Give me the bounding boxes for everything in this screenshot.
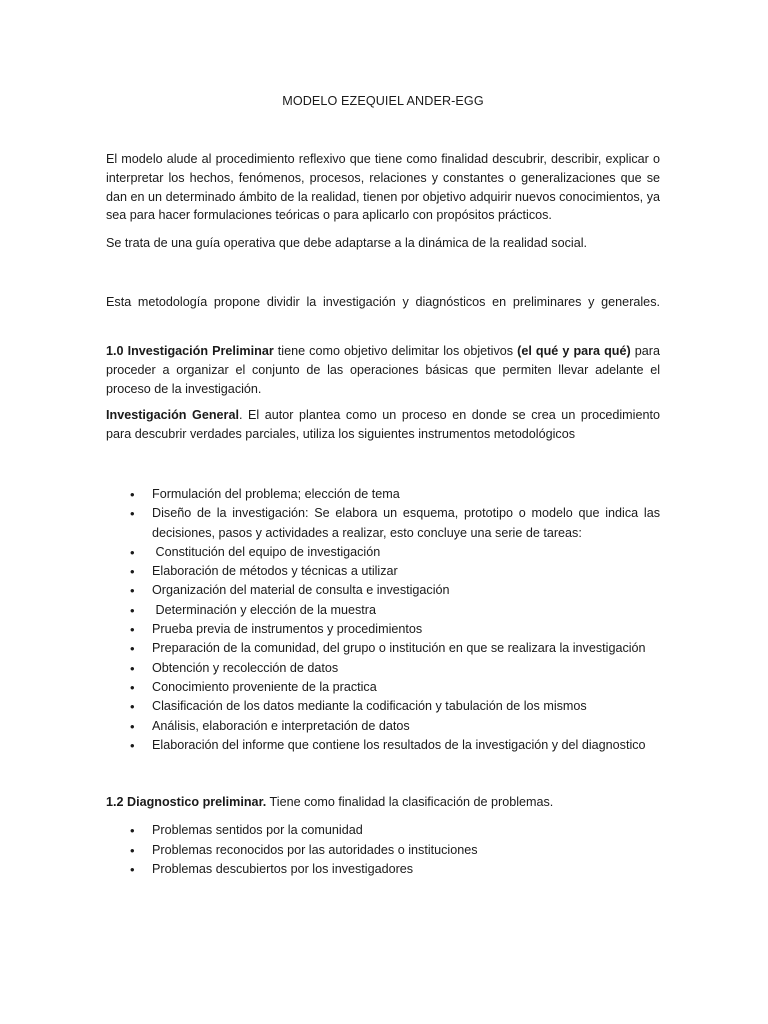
bullet-icon: • — [130, 660, 135, 676]
list-item-text: Obtención y recolección de datos — [152, 660, 339, 675]
list-item-text: Clasificación de los datos mediante la codificación y tabulación de los mismos — [152, 699, 587, 714]
list-item-text: Formulación del problema; elección de tema — [152, 487, 400, 501]
methodology-paragraph: Esta metodología propone dividir la investigación y diagnósticos en preliminares y generales. — [106, 295, 660, 309]
list-item — [106, 601, 660, 620]
instruments-list — [106, 485, 660, 755]
list-item-text: Análisis, elaboración e interpretación de datos — [152, 718, 410, 733]
bullet-icon: • — [130, 862, 135, 878]
list-item — [106, 543, 660, 562]
list-item — [106, 659, 660, 678]
bullet-icon: • — [130, 641, 135, 657]
list-item — [106, 697, 660, 716]
bullet-icon: • — [130, 842, 135, 858]
document-title: MODELO EZEQUIEL ANDER-EGG — [282, 94, 484, 108]
list-item — [106, 562, 660, 581]
list-item-text: Organización del material de consulta e investigación — [152, 583, 450, 598]
list-item — [106, 504, 660, 543]
bullet-icon: • — [130, 679, 135, 695]
preliminary-investigation-heading: 1.0 Investigación Preliminar — [106, 344, 274, 358]
general-investigation-paragraph — [106, 406, 660, 444]
list-item-text: Determinación y elección de la muestra — [152, 602, 376, 617]
list-item — [106, 841, 660, 861]
preliminary-highlight: (el qué y para qué) — [517, 344, 631, 358]
list-item — [106, 717, 660, 736]
list-item-text: Prueba previa de instrumentos y procedimientos — [152, 622, 423, 637]
diagnostic-heading: 1.2 Diagnostico preliminar. — [106, 795, 267, 809]
list-item-text: Conocimiento proveniente de la practica — [152, 679, 377, 694]
preliminary-text-b: para proceder a organizar el conjunto de las operaciones básicas que permiten llevar adelante el proceso de la investigación. — [106, 344, 660, 396]
bullet-icon: • — [130, 544, 135, 560]
bullet-icon: • — [130, 564, 135, 580]
bullet-icon: • — [130, 699, 135, 715]
general-investigation-heading: Investigación General — [106, 408, 239, 422]
bullet-icon: • — [130, 622, 135, 638]
bullet-icon: • — [130, 823, 135, 838]
intro-paragraph: El modelo alude al procedimiento reflexivo que tiene como finalidad descubrir, describir, explicar o interpretar los hechos, fenómenos, procesos, relaciones y constantes o generalizaciones que se dan en un determinado ámbito de la realidad, tienen por objetivo adquirir nuevos conocimientos, ya sea para hacer formulaciones teóricas o para aplicarlo con propósitos prácticos. — [106, 152, 660, 223]
diagnostic-paragraph — [106, 793, 660, 812]
bullet-icon: • — [130, 718, 135, 734]
list-item-text: Elaboración de métodos y técnicas a utilizar — [152, 564, 398, 579]
list-item — [106, 639, 660, 658]
list-item-text: Problemas sentidos por la comunidad — [152, 823, 363, 837]
diagnostic-text: Tiene como finalidad la clasificación de problemas. — [266, 795, 554, 809]
list-item — [106, 678, 660, 697]
list-item-text: Constitución del equipo de investigación — [152, 544, 381, 559]
bullet-icon: • — [130, 737, 135, 753]
list-item — [106, 736, 660, 755]
preliminary-text-a: tiene como objetivo delimitar los objetivos — [273, 344, 518, 358]
list-item — [106, 485, 660, 504]
list-item — [106, 581, 660, 600]
problems-list — [106, 821, 660, 880]
list-item — [106, 821, 660, 841]
list-item-text: Problemas reconocidos por las autoridades o instituciones — [152, 842, 478, 857]
preliminary-investigation-paragraph — [106, 342, 660, 398]
list-item — [106, 860, 660, 880]
bullet-icon: • — [130, 583, 135, 599]
guide-paragraph: Se trata de una guía operativa que debe adaptarse a la dinámica de la realidad social. — [106, 236, 587, 250]
bullet-icon: • — [130, 487, 135, 502]
list-item-text: Elaboración del informe que contiene los resultados de la investigación y del diagnostico — [152, 737, 646, 752]
list-item-text: Diseño de la investigación: Se elabora un esquema, prototipo o modelo que indica las decisiones, pasos y actividades a realizar, esto concluye una serie de tareas: — [152, 506, 660, 540]
general-investigation-text: . El autor plantea como un proceso en donde se crea un procedimiento para descubrir verdades parciales, utiliza los siguientes instrumentos metodológicos — [106, 408, 660, 441]
bullet-icon: • — [130, 506, 135, 522]
list-item-text: Preparación de la comunidad, del grupo o institución en que se realizara la investigación — [152, 641, 646, 656]
bullet-icon: • — [130, 602, 135, 618]
list-item — [106, 620, 660, 639]
list-item-text: Problemas descubiertos por los investigadores — [152, 862, 414, 877]
